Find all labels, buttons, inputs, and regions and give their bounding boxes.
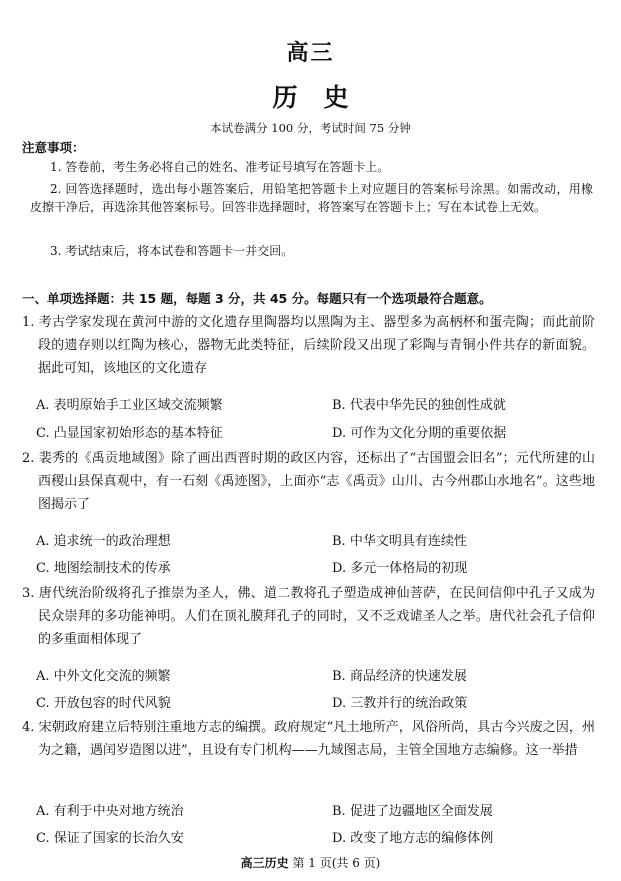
footer-page-number: 第 1 页(共 6 页) (292, 856, 381, 870)
question-2-option-b: B. 中华文明具有连续性 (332, 534, 467, 549)
notice-title: 注意事项： (22, 140, 85, 155)
footer-title: 高三历史 (240, 856, 289, 870)
question-1-stem: 1. 考古学家发现在黄河中游的文化遗存里陶器均以黑陶为主、器型多为高柄杯和蛋壳陶；而此前阶段的遗存则以红陶为核心，器物无此类特征，后续阶段又出现了彩陶与青铜小件共存的新面貌。据此可知，该地区的文化遗存 (22, 315, 595, 376)
question-4-option-b: B. 促进了边疆地区全面发展 (332, 804, 493, 819)
question-2-option-c: C. 地图绘制技术的传承 (36, 561, 171, 576)
question-1-option-b: B. 代表中华先民的独创性成就 (332, 398, 506, 413)
notice-item-1: 1. 答卷前，考生务必将自己的姓名、准考证号填写在答题卡上。 (50, 160, 390, 174)
notice-item-2: 2. 回答选择题时，选出每小题答案后，用铅笔把答题卡上对应题目的答案标号涂黑。如需改动，用橡皮擦干净后，再选涂其他答案标号。回答非选择题时，将答案写在答题卡上；写在本试卷上无效。 (30, 182, 593, 214)
page-footer (0, 854, 621, 871)
question-3-option-c: C. 开放包容的时代风貌 (36, 696, 171, 711)
question-4-stem: 4. 宋朝政府建立后特别注重地方志的编撰。政府规定“凡土地所产，风俗所尚，具古今兴废之因，州为之籍，遇闰岁造图以进”，且设有专门机构——九域图志局，主管全国地方志编修。这一举措 (22, 720, 595, 758)
part1-title: 一、单项选择题：共 15 题，每题 3 分，共 45 分。每题只有一个选项最符合题意。 (22, 291, 492, 306)
question-3-stem: 3. 唐代统治阶级将孔子推崇为圣人，佛、道二教将孔子塑造成神仙菩萨，在民间信仰中孔子又成为民众崇拜的多功能神明。人们在顶礼膜拜孔子的同时，又不乏戏谑圣人之举。唐代社会孔子信仰的多重面相体现了 (22, 586, 595, 647)
question-2-option-d: D. 多元一体格局的初现 (332, 561, 468, 576)
question-1-option-a: A. 表明原始手工业区域交流频繁 (36, 398, 223, 413)
question-4-option-a: A. 有利于中央对地方统治 (36, 804, 184, 819)
question-2-option-a: A. 追求统一的政治理想 (36, 534, 171, 549)
exam-subject-title: 历史 (272, 83, 375, 112)
question-1-option-c: C. 凸显国家初始形态的基本特征 (36, 426, 223, 441)
question-3-option-d: D. 三教并行的统治政策 (332, 696, 468, 711)
notice-item-3: 3. 考试结束后，将本试卷和答题卡一并交回。 (50, 244, 294, 258)
question-4-option-c: C. 保证了国家的长治久安 (36, 831, 184, 846)
question-2-stem: 2. 裴秀的《禹贡地域图》除了画出西晋时期的政区内容，还标出了“古国盟会旧名”；元代所建的山西稷山县保真观中，有一石刻《禹迹图》，上面亦“志《禹贡》山川、古今州郡山水地名”。这些地图揭示了 (22, 451, 595, 512)
question-3-option-a: A. 中外文化交流的频繁 (36, 669, 171, 684)
question-4 (22, 716, 595, 762)
question-1 (22, 311, 595, 380)
question-3-option-b: B. 商品经济的快速发展 (332, 669, 467, 684)
exam-grade-title: 高三 (286, 41, 335, 66)
question-2 (22, 447, 595, 516)
question-3 (22, 582, 595, 651)
question-4-option-d: D. 改变了地方志的编修体例 (332, 831, 494, 846)
question-1-option-d: D. 可作为文化分期的重要依据 (332, 426, 507, 441)
exam-info-line: 本试卷满分 100 分，考试时间 75 分钟 (210, 121, 411, 135)
